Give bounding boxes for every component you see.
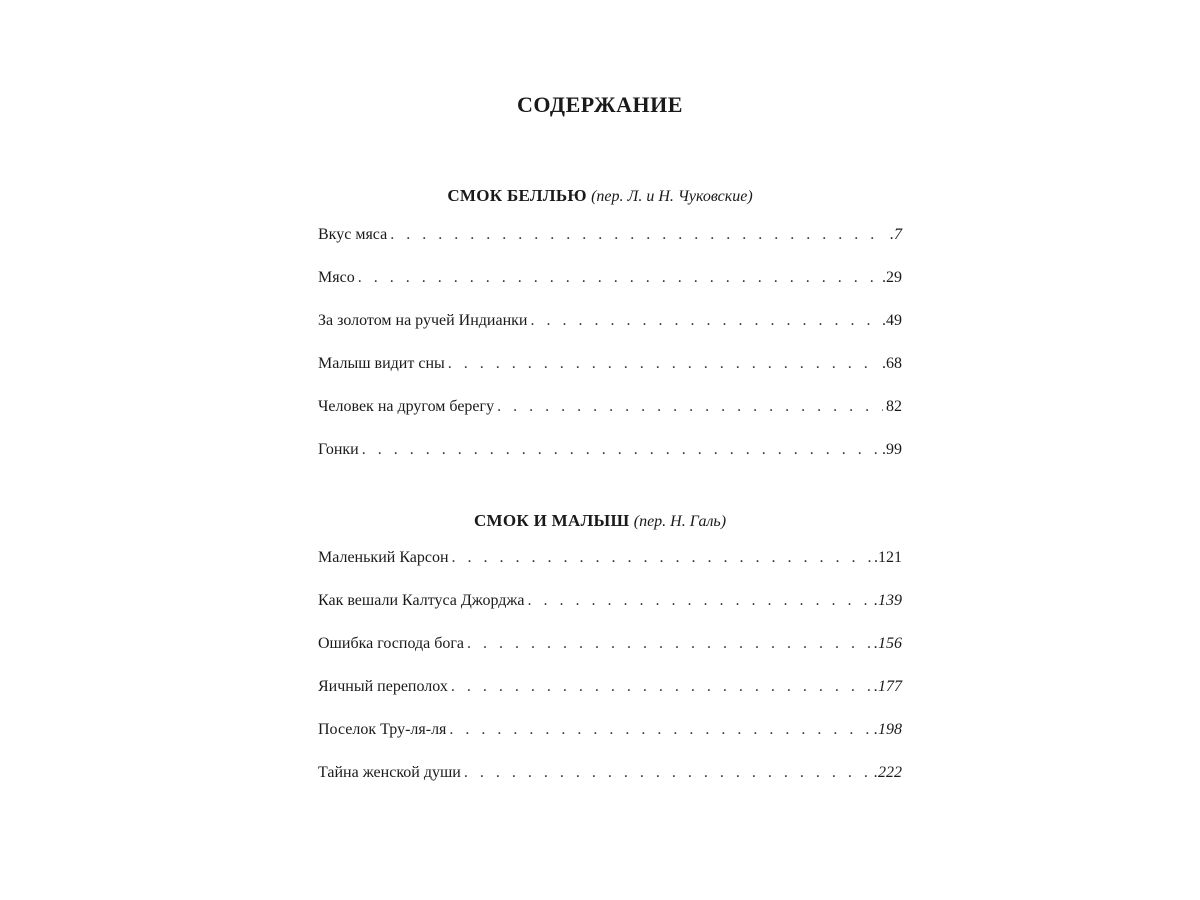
section-name: СМОК И МАЛЫШ bbox=[473, 511, 630, 530]
entry-page: .121 bbox=[874, 549, 902, 566]
leader-dots bbox=[452, 549, 871, 567]
toc-entry bbox=[318, 398, 902, 441]
leader-dots bbox=[467, 635, 871, 653]
toc-entry bbox=[318, 226, 902, 269]
leader-dots bbox=[358, 269, 879, 287]
section-translator: (пер. Л. и Н. Чуковские) bbox=[591, 188, 753, 205]
entry-title: Гонки bbox=[318, 441, 359, 458]
toc-entry bbox=[318, 592, 902, 635]
leader-dots bbox=[528, 592, 871, 610]
leader-dots bbox=[448, 355, 879, 373]
entry-title: Как вешали Калтуса Джорджа bbox=[318, 592, 525, 609]
entry-page: 82 bbox=[886, 398, 902, 415]
leader-dots bbox=[362, 441, 879, 459]
toc-entry bbox=[318, 355, 902, 398]
section-name: СМОК БЕЛЛЬЮ bbox=[447, 186, 587, 205]
entry-title: Яичный переполох bbox=[318, 678, 448, 695]
leader-dots bbox=[531, 312, 880, 330]
section-translator: (пер. Н. Галь) bbox=[633, 513, 727, 530]
entry-page: .198 bbox=[874, 721, 902, 738]
leader-dots bbox=[497, 398, 883, 416]
entry-page: .177 bbox=[874, 678, 902, 695]
toc-entry bbox=[318, 441, 902, 484]
toc-entry bbox=[318, 549, 902, 592]
toc-entry bbox=[318, 764, 902, 807]
entry-title: Маленький Карсон bbox=[318, 549, 449, 566]
toc-entry bbox=[318, 635, 902, 678]
entry-page: .99 bbox=[882, 441, 902, 458]
entry-page: .29 bbox=[882, 269, 902, 286]
entry-page: .139 bbox=[874, 592, 902, 609]
entry-page: .68 bbox=[882, 355, 902, 372]
toc-entry bbox=[318, 312, 902, 355]
entry-page: .156 bbox=[874, 635, 902, 652]
section-heading-2 bbox=[0, 511, 1200, 531]
entry-page: .49 bbox=[882, 312, 902, 329]
toc-list-2 bbox=[318, 549, 902, 807]
entry-title: Человек на другом берегу bbox=[318, 398, 495, 415]
entry-title: Ошибка господа бога bbox=[318, 635, 465, 652]
leader-dots bbox=[390, 226, 887, 244]
leader-dots bbox=[464, 764, 871, 782]
section-heading-1 bbox=[0, 186, 1200, 206]
entry-title: Поселок Тру-ля-ля bbox=[318, 721, 447, 738]
entry-title: Вкус мяса bbox=[318, 226, 388, 243]
toc-list-1 bbox=[318, 226, 902, 484]
toc-entry bbox=[318, 269, 902, 312]
entry-title: Мясо bbox=[318, 269, 355, 286]
toc-entry bbox=[318, 678, 902, 721]
entry-page: .222 bbox=[874, 764, 902, 781]
leader-dots bbox=[451, 678, 871, 696]
entry-page: .7 bbox=[890, 226, 902, 243]
entry-title: Малыш видит сны bbox=[318, 355, 445, 372]
toc-entry bbox=[318, 721, 902, 764]
leader-dots bbox=[449, 721, 871, 739]
page-title: СОДЕРЖАНИЕ bbox=[517, 92, 683, 117]
entry-title: Тайна женской души bbox=[318, 764, 461, 781]
entry-title: За золотом на ручей Индианки bbox=[318, 312, 528, 329]
